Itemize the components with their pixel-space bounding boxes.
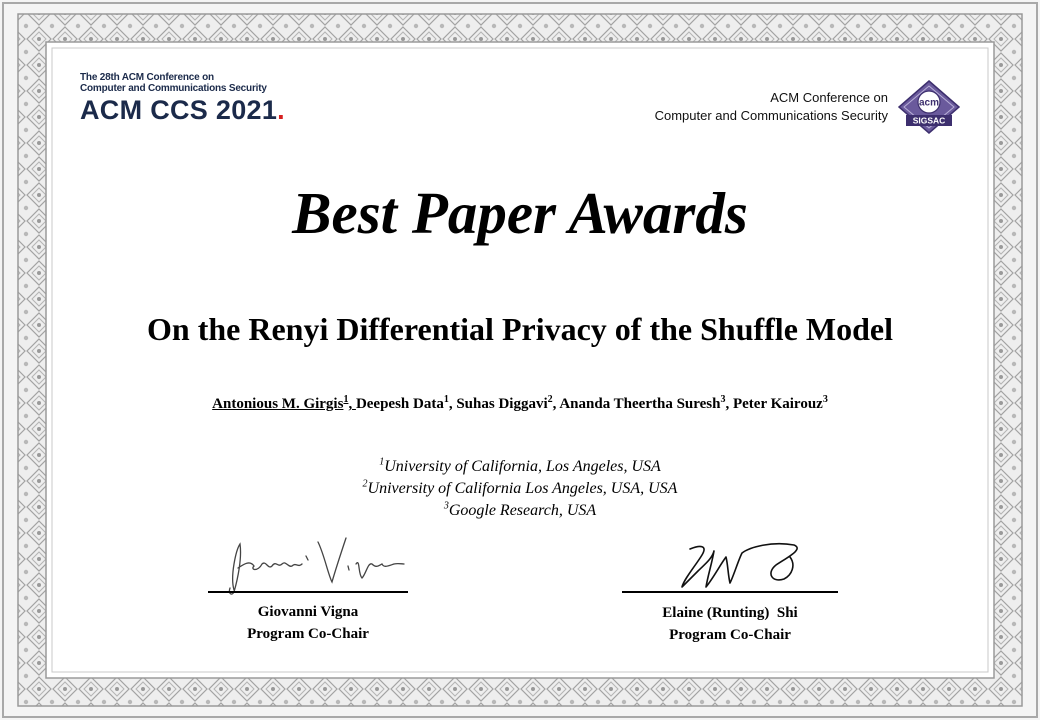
affiliation-text: University of California Los Angeles, USA, USA (367, 480, 678, 497)
author-separator: , (348, 396, 356, 412)
author-sup: 1 (443, 394, 449, 405)
conference-logo-line2: Computer and Communications Security (80, 83, 267, 94)
conference-acronym (80, 94, 285, 126)
author-name: Peter Kairouz (732, 396, 823, 412)
signature-block-left (208, 530, 408, 650)
conference-logo-dot: . (277, 95, 285, 125)
acm-text-line2: Computer and Communications Security (654, 108, 888, 123)
acm-text-line1: ACM Conference on (770, 90, 888, 105)
author-separator: , (552, 396, 560, 412)
author-name: Deepesh Data (355, 396, 444, 412)
author-list (0, 394, 1040, 414)
award-title: Best Paper Awards (292, 180, 748, 246)
acm-sigsac-logo (898, 80, 960, 134)
affiliation-sup: 3 (443, 500, 449, 512)
author-name: Ananda Theertha Suresh (559, 396, 721, 412)
author-sup: 3 (822, 394, 828, 405)
signer-role-right: Program Co-Chair (669, 627, 791, 643)
author-separator: , (448, 396, 457, 412)
acm-logo-top: acm (918, 97, 940, 109)
affiliation-item (0, 478, 1040, 500)
author-name: Antonious M. Girgis (212, 396, 344, 412)
signer-role-left: Program Co-Chair (247, 626, 369, 642)
author-sup: 3 (720, 394, 726, 405)
affiliation-sup: 2 (362, 478, 368, 490)
signature-image-right (622, 535, 838, 597)
conference-logo (80, 72, 285, 126)
affiliation-list (0, 456, 1040, 522)
acm-conference-text (655, 89, 888, 125)
conference-logo-line1: The 28th ACM Conference on (80, 72, 214, 83)
author-sup: 1 (343, 394, 349, 405)
signature-image-left (208, 530, 408, 598)
acm-logo-bottom: SIGSAC (912, 115, 946, 126)
paper-title: On the Renyi Differential Privacy of the Shuffle Model (147, 311, 893, 347)
author-sup: 2 (547, 394, 553, 405)
signature-line-left (208, 591, 408, 593)
affiliation-sup: 1 (379, 456, 385, 468)
affiliation-text: University of California, Los Angeles, USA (384, 458, 661, 475)
signer-name-right: Elaine (Runting) Shi (662, 605, 798, 621)
affiliation-item (0, 500, 1040, 522)
signature-block-right (622, 535, 838, 655)
signer-name-left: Giovanni Vigna (257, 604, 359, 620)
affiliation-item (0, 456, 1040, 478)
affiliation-text: Google Research, USA (448, 502, 597, 519)
author-separator: , (725, 396, 733, 412)
signature-line-right (622, 591, 838, 593)
conference-acronym-text: ACM CCS 2021 (80, 95, 278, 125)
author-name: Suhas Diggavi (456, 396, 548, 412)
